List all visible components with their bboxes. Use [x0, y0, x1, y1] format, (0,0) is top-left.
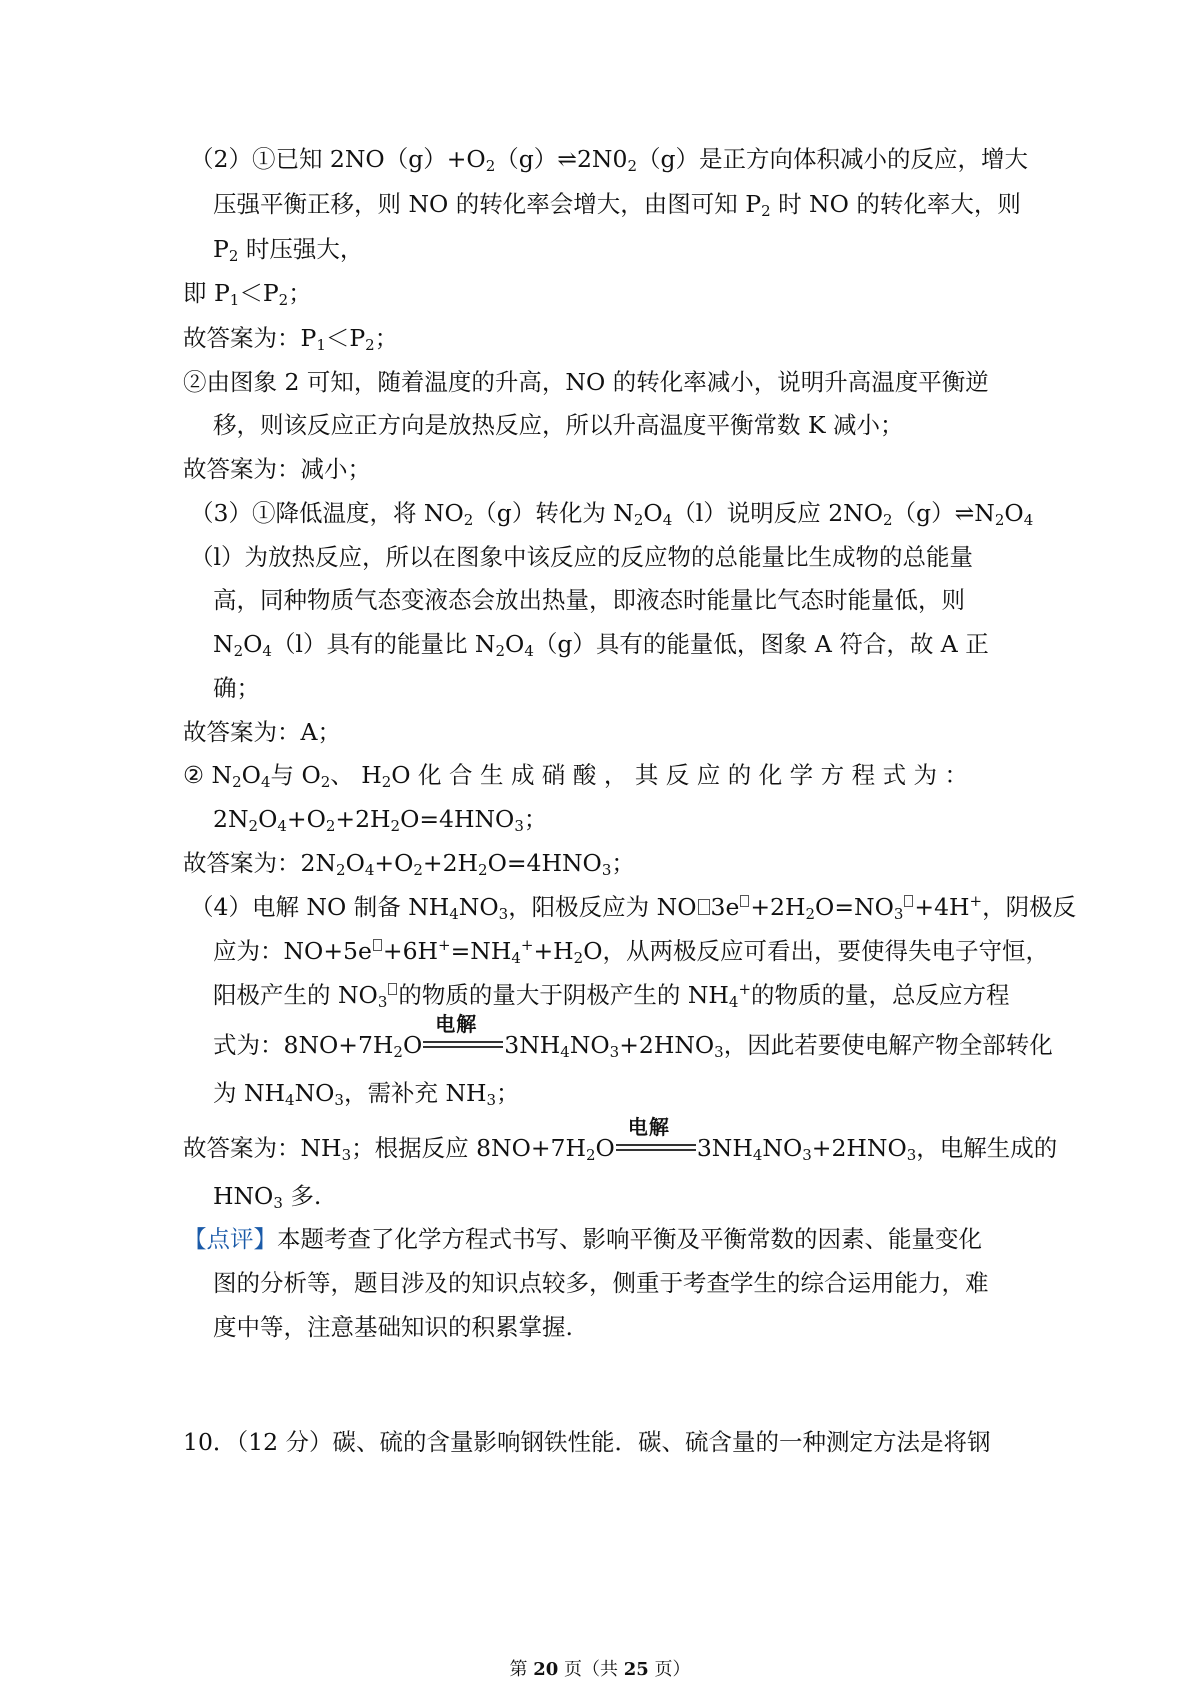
text-line: 为 $NH_4NO_3$，需补充 $NH_3$； — [213, 1079, 520, 1109]
missing-glyph-box — [740, 895, 749, 907]
answer-line: 故答案为：A； — [183, 718, 341, 746]
electrolysis-arrow: 电解 — [423, 1033, 503, 1055]
answer-line: 故答案为：$P_1<P_2$； — [183, 324, 399, 354]
electrolysis-arrow: 电解 — [616, 1136, 696, 1158]
text-line: ② $N_2O_4$与 $O_2$、 $H_2O$ 化 合 生 成 硝 酸 ， 其 反 应 的 化 学 方 程 式 为 ： — [183, 761, 969, 791]
text-line: 移，则该反应正方向是放热反应，所以升高温度平衡常数 K 减小； — [213, 411, 904, 439]
answer-line: 故答案为：$NH_3$；根据反应 $8NO+7H_2O$ 电解 $3NH_4NO_3+2HNO_3$，电解生成的 — [183, 1115, 1058, 1164]
missing-glyph-box — [373, 939, 382, 951]
comment-line: 度中等，注意基础知识的积累掌握. — [213, 1313, 573, 1341]
text-line: ②由图象 2 可知，随着温度的升高，NO 的转化率减小，说明升高温度平衡逆 — [183, 368, 989, 396]
missing-glyph-box — [698, 899, 710, 915]
text-line: （3）①降低温度，将 $NO_2(g)$转化为 $N_2O_4(l)$说明反应 $2NO_2(g)\rightleftharpoons N_2O_4$ — [190, 499, 1034, 529]
text-line: 高，同种物质气态变液态会放出热量，即液态时能量比气态时能量低，则 — [213, 586, 965, 614]
text-line: $N_2O_4(l)$具有的能量比 $N_2O_4(g)$具有的能量低，图象 A 符合，故 A 正 — [213, 630, 989, 660]
question-line: 10．（12 分）碳、硫的含量影响钢铁性能．碳、硫含量的一种测定方法是将钢 — [183, 1428, 991, 1456]
comment-line: 【点评】本题考查了化学方程式书写、影响平衡及平衡常数的因素、能量变化 — [183, 1225, 982, 1253]
text-line: （l）为放热反应，所以在图象中该反应的反应物的总能量比生成物的总能量 — [190, 543, 974, 571]
answer-line: 故答案为：减小； — [183, 455, 371, 483]
text-line: $P_2$ 时压强大， — [213, 235, 364, 265]
text-line: 确； — [213, 674, 260, 702]
comment-line: 图的分析等，题目涉及的知识点较多，侧重于考查学生的综合运用能力，难 — [213, 1269, 989, 1297]
answer-line: $HNO_3$ 多. — [213, 1182, 322, 1212]
missing-glyph-box — [904, 895, 913, 907]
page-footer: 第 20 页（共 25 页） — [509, 1659, 691, 1680]
text-line: 应为：$NO+5e +6H^+=NH_4^++H_2O$，从两极反应可看出，要使得失电子守恒， — [213, 936, 1049, 967]
text-line: 压强平衡正移，则 NO 的转化率会增大，由图可知 $P_2$ 时 NO 的转化率大，则 — [213, 190, 1021, 220]
equation-line: 式为：$8NO+7H_2O$ 电解 $3NH_4NO_3+2HNO_3$，因此若要使电解产物全部转化 — [213, 1012, 1053, 1061]
text-line: （4）电解 NO 制备 $NH_4NO_3$，阳极反应为 NO $3e +2H_2O=NO_3 +4H^+$，阴极反 — [190, 892, 1077, 923]
text-line: 阳极产生的 $NO_3$ 的物质的量大于阴极产生的 $NH_4^+$的物质的量，总反应方程 — [213, 980, 1010, 1011]
equation-line: $2N_2O_4+O_2+2H_2O=4HNO_3$； — [213, 805, 548, 835]
missing-glyph-box — [388, 983, 397, 995]
text-line: 即 $P_1<P_2$； — [183, 279, 312, 309]
text-line: （2）①已知 $2NO(g)+O_2(g)\rightleftharpoons 2N0_2(g)$是正方向体积减小的反应，增大 — [190, 145, 1029, 175]
comment-tag: 【点评】 — [183, 1225, 277, 1253]
answer-line: 故答案为：$2N_2O_4+O_2+2H_2O=4HNO_3$； — [183, 849, 635, 879]
